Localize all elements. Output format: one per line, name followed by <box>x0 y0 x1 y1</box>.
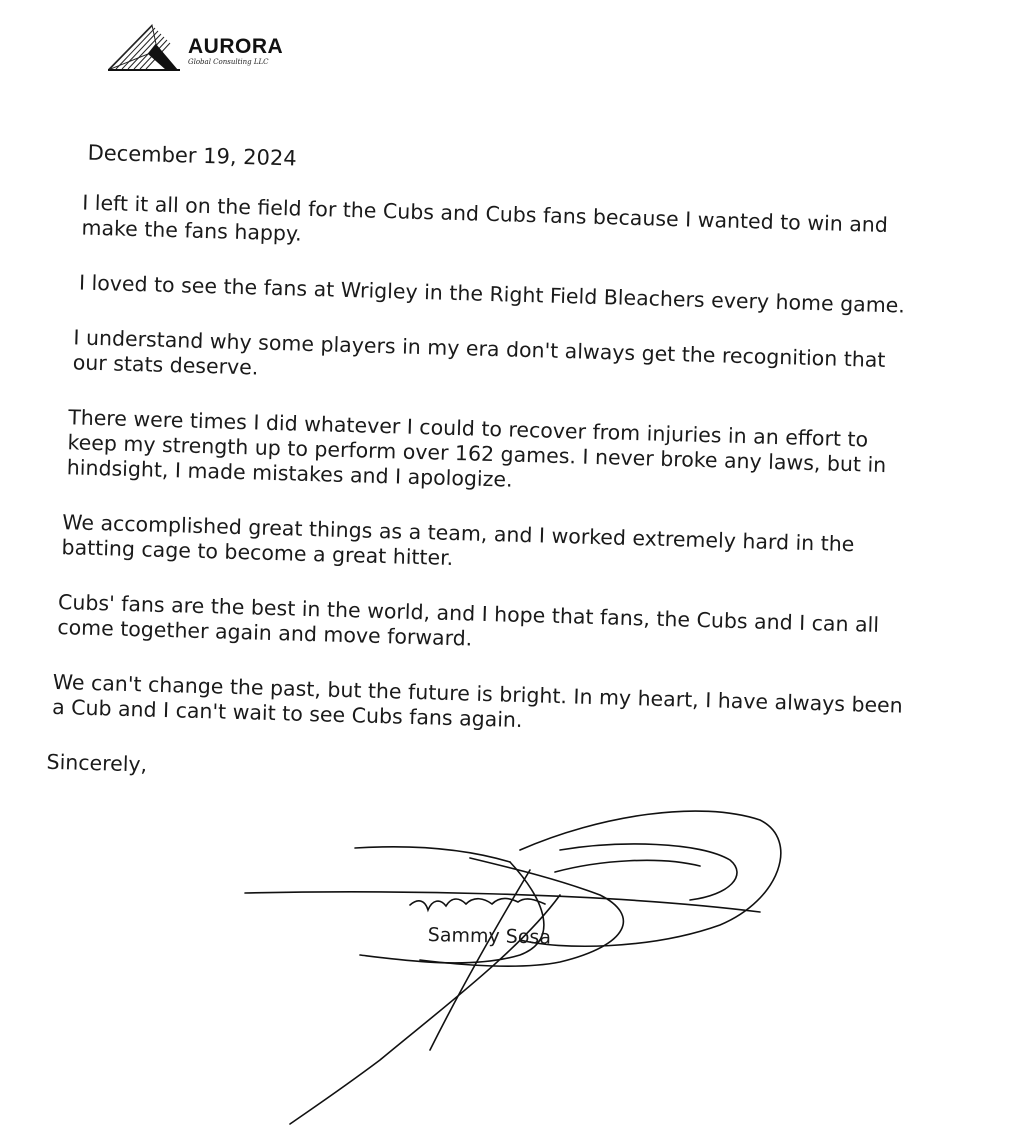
closing-salutation: Sincerely, <box>46 749 148 777</box>
paragraph-2: I loved to see the fans at Wrigley in the Right Field Bleachers every home game. <box>78 270 906 318</box>
letter-body <box>46 140 923 798</box>
paragraph-1: I left it all on the field for the Cubs and Cubs fans because I wanted to win and make the fans happy. <box>81 190 889 246</box>
company-subtitle: Global Consulting LLC <box>188 58 269 66</box>
paragraph-6: Cubs' fans are the best in the world, and I hope that fans, the Cubs and I can all come together again and move forward. <box>57 590 880 651</box>
paragraph-4: There were times I did whatever I could to recover from injuries in an effort to keep my strength up to perform over 162 games. I never broke any laws, but in hindsight, I made mistakes and I apologize. <box>66 405 887 492</box>
signatory-name: Sammy Sosa <box>427 924 552 949</box>
company-name: AURORA <box>188 35 284 58</box>
aurora-logo-icon <box>108 22 188 72</box>
paragraph-3: I understand why some players in my era don't always get the recognition that our stats deserve. <box>72 325 886 380</box>
paragraph-7: We can't change the past, but the future is bright. In my heart, I have always been a Cub and I can't wait to see Cubs fans again. <box>51 669 904 733</box>
letterhead <box>108 22 308 82</box>
letter-date: December 19, 2024 <box>87 140 298 171</box>
paragraph-5: We accomplished great things as a team, and I worked extremely hard in the batting cage to become a great hitter. <box>61 510 855 571</box>
